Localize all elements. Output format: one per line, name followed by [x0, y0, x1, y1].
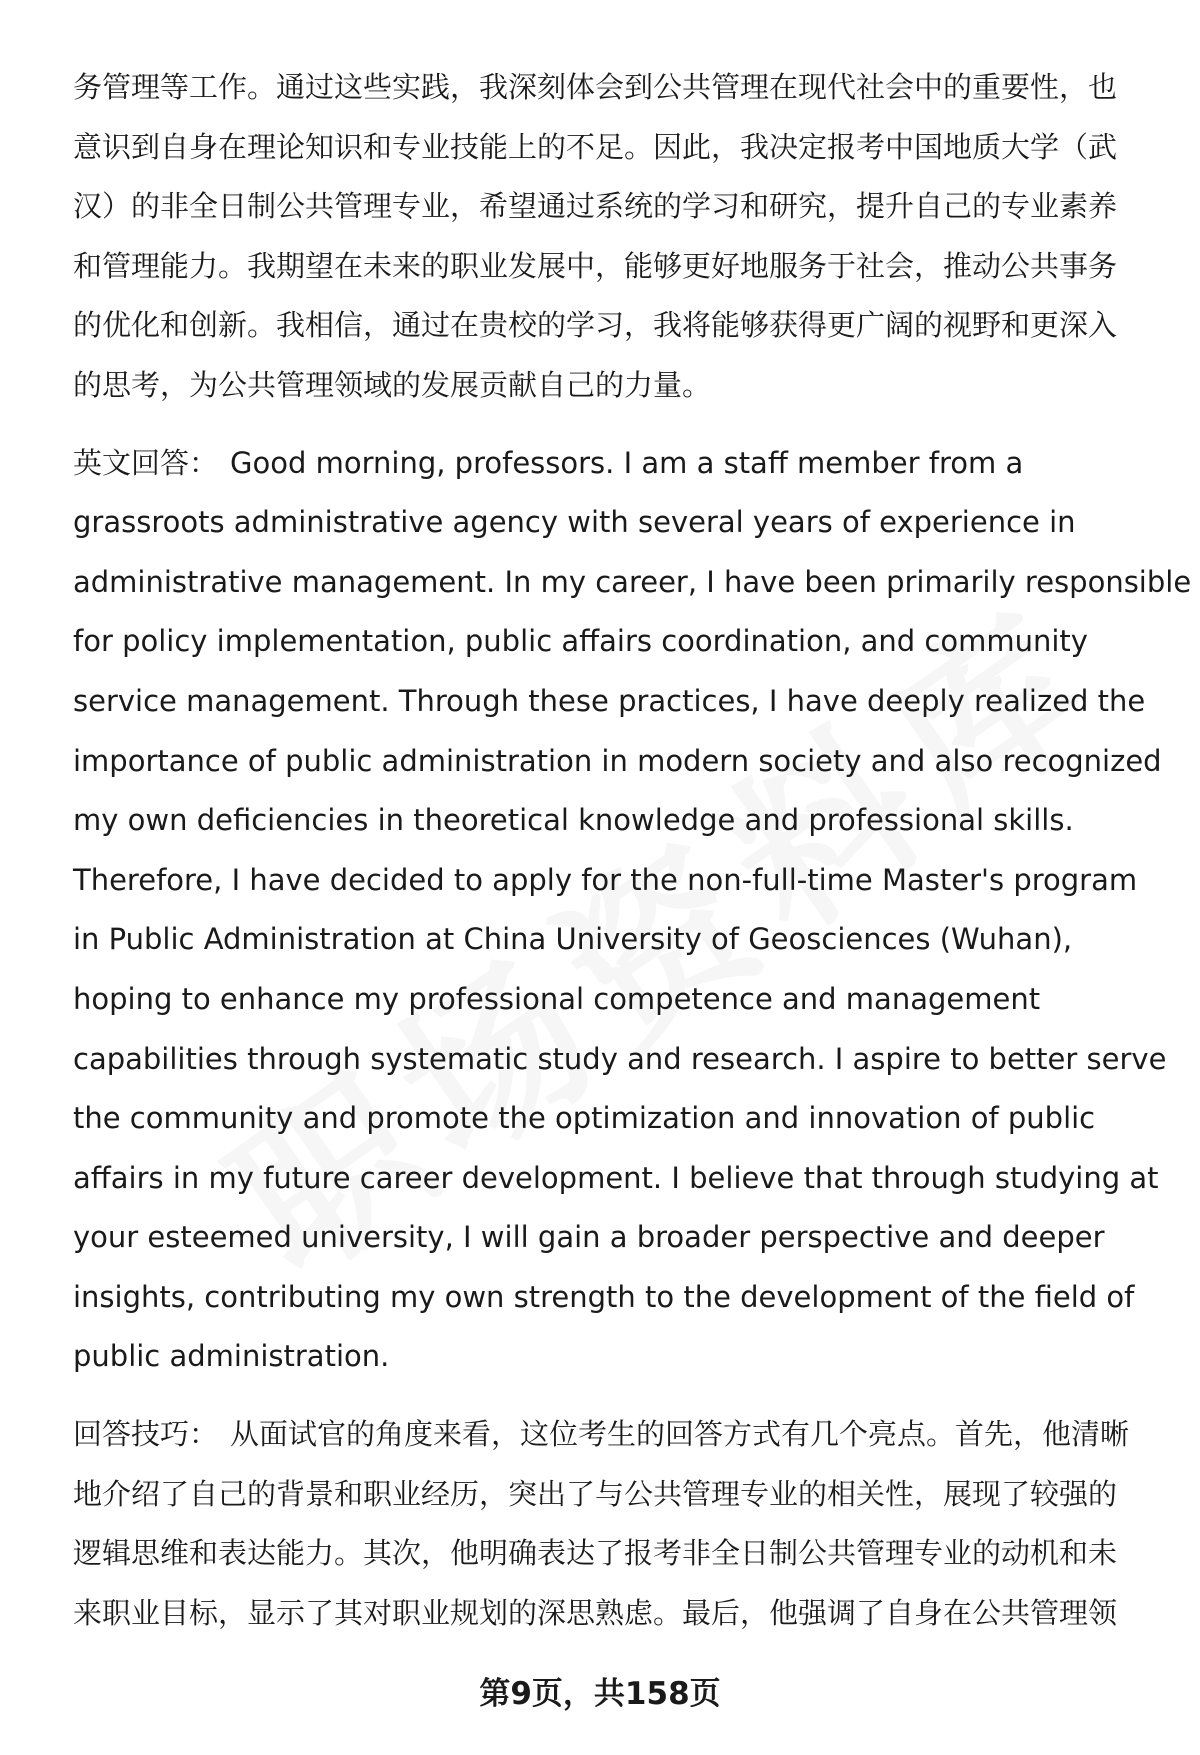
answer-tips-first-line	[73, 1405, 1153, 1465]
intro-line: 务管理等工作。通过这些实践，我深刻体会到公共管理在现代社会中的重要性，也	[73, 70, 1118, 104]
answer-tips-label: 回答技巧：	[73, 1417, 219, 1452]
english-answer-line: service management. Through these practices, I have deeply realized the	[73, 683, 1146, 718]
intro-paragraph	[73, 58, 1153, 416]
english-answer-line: public administration.	[73, 1339, 390, 1374]
english-answer-first-line	[73, 434, 1153, 494]
english-answer-line: hoping to enhance my professional competence and management	[73, 981, 1041, 1016]
english-answer-line: your esteemed university, I will gain a broader perspective and deeper	[73, 1220, 1105, 1255]
english-answer-line: the community and promote the optimization and innovation of public	[73, 1101, 1096, 1136]
intro-line: 的优化和创新。我相信，通过在贵校的学习，我将能够获得更广阔的视野和更深入	[73, 308, 1118, 343]
intro-line: 的思考，为公共管理领域的发展贡献自己的力量。	[73, 367, 712, 402]
english-answer-line: my own deficiencies in theoretical knowledge and professional skills.	[73, 803, 1074, 838]
english-answer-paragraph	[73, 434, 1192, 1388]
english-answer-line: affairs in my future career development. I believe that through studying at	[73, 1160, 1159, 1195]
page-number: 第9页，共158页	[479, 1676, 721, 1712]
intro-line: 和管理能力。我期望在未来的职业发展中，能够更好地服务于社会，推动公共事务	[73, 248, 1118, 283]
document-page	[73, 58, 1192, 1643]
answer-tips-line: 来职业目标，显示了其对职业规划的深思熟虑。最后，他强调了自身在公共管理领	[73, 1595, 1118, 1630]
english-answer-line: administrative management. In my career, I have been primarily responsible	[73, 564, 1192, 599]
english-answer-first-text: Good morning, professors. I am a staff member from a	[230, 445, 1024, 480]
answer-tips-line: 逻辑思维和表达能力。其次，他明确表达了报考非全日制公共管理专业的动机和未	[73, 1536, 1118, 1571]
english-answer-line: in Public Administration at China University of Geosciences (Wuhan),	[73, 922, 1073, 957]
english-answer-label: 英文回答：	[73, 445, 219, 480]
english-answer-line: insights, contributing my own strength to the development of the field of	[73, 1279, 1135, 1314]
english-answer-line: importance of public administration in modern society and also recognized	[73, 743, 1162, 778]
english-answer-line: for policy implementation, public affairs coordination, and community	[73, 624, 1088, 659]
english-answer-line: grassroots administrative agency with several years of experience in	[73, 505, 1076, 540]
answer-tips-paragraph	[73, 1405, 1153, 1643]
english-answer-line: capabilities through systematic study and research. I aspire to better serve	[73, 1041, 1167, 1076]
intro-line: 汉）的非全日制公共管理专业，希望通过系统的学习和研究，提升自己的专业素养	[73, 189, 1118, 224]
intro-line: 意识到自身在理论知识和专业技能上的不足。因此，我决定报考中国地质大学（武	[73, 129, 1118, 164]
answer-tips-line: 地介绍了自己的背景和职业经历，突出了与公共管理专业的相关性，展现了较强的	[73, 1476, 1118, 1511]
answer-tips-first-text: 从面试官的角度来看，这位考生的回答方式有几个亮点。首先，他清晰	[230, 1417, 1130, 1452]
english-answer-line: Therefore, I have decided to apply for the non-full-time Master's program	[73, 862, 1138, 897]
